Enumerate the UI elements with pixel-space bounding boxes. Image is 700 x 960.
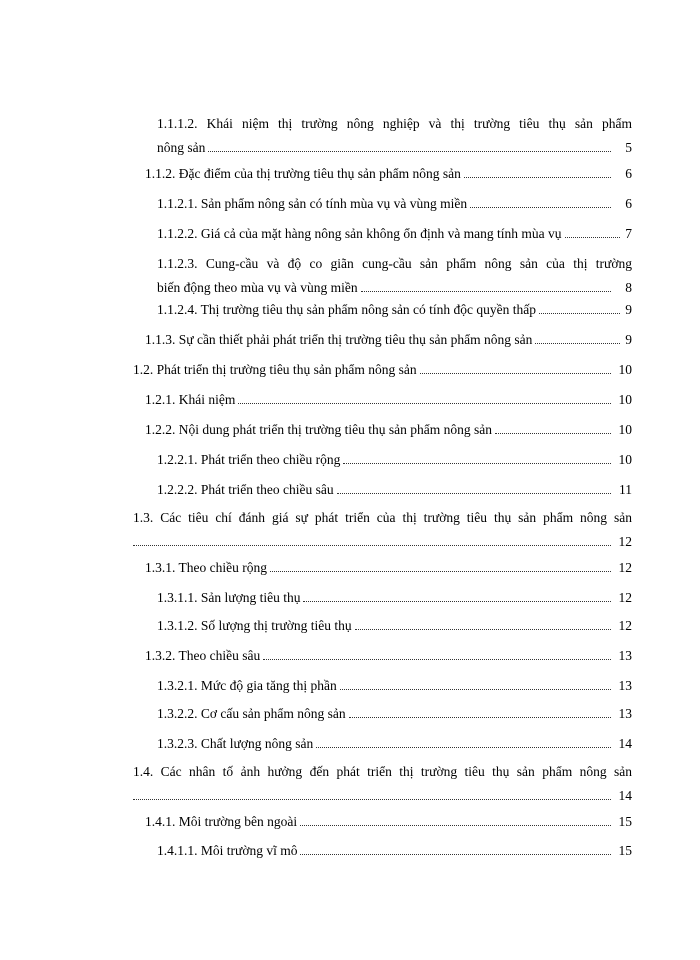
toc-page-number: 6 <box>625 196 632 211</box>
toc-entry <box>157 843 632 861</box>
toc-page-number: 9 <box>625 332 632 347</box>
toc-entry-text: nông sản <box>157 140 206 155</box>
toc-entry <box>133 362 632 380</box>
dot-leader <box>340 688 611 690</box>
toc-entry <box>157 706 632 724</box>
toc-page-number: 13 <box>618 706 632 721</box>
toc-entry <box>145 392 632 410</box>
toc-entry-text: 1.2. Phát triển thị trường tiêu thụ sản phẩm nông sản <box>133 362 417 377</box>
toc-entry <box>157 678 632 696</box>
toc-entry-text: 1.4.1.1. Môi trường vĩ mô <box>157 843 298 858</box>
toc-entry <box>145 560 632 578</box>
toc-page-number: 5 <box>625 140 632 155</box>
toc-entry <box>157 116 632 158</box>
dot-leader <box>343 462 611 464</box>
toc-entry-text: 1.3.2.3. Chất lượng nông sản <box>157 736 314 751</box>
toc-entry-text: 1.4. Các nhân tố ảnh hưởng đến phát triển thị trường tiêu thụ sản phẩm nông sản <box>133 764 632 779</box>
toc-page-number: 11 <box>619 482 632 497</box>
dot-leader <box>470 206 611 208</box>
toc-entry-text: 1.4.1. Môi trường bên ngoài <box>145 814 298 829</box>
dot-leader <box>270 570 611 572</box>
toc-page-number: 12 <box>618 590 632 605</box>
toc-entry <box>145 422 632 440</box>
toc-entry <box>157 196 632 214</box>
toc-entry-text: 1.1.2.2. Giá cả của mặt hàng nông sản không ổn định và mang tính mùa vụ <box>157 226 562 241</box>
dot-leader <box>349 716 611 718</box>
dot-leader <box>420 372 611 374</box>
toc-page-number: 9 <box>625 302 632 317</box>
toc-entry <box>157 590 632 608</box>
toc-entry-text: 1.2.2.2. Phát triển theo chiều sâu <box>157 482 334 497</box>
dot-leader <box>133 544 611 546</box>
toc-entry-text: 1.3. Các tiêu chí đánh giá sự phát triển của thị trường tiêu thụ sản phẩm nông sản <box>133 510 632 525</box>
dot-leader <box>303 600 611 602</box>
toc-entry <box>157 226 632 244</box>
dot-leader <box>535 342 620 344</box>
toc-entry-text: 1.1.3. Sự cần thiết phải phát triển thị trường tiêu thụ sản phẩm nông sản <box>145 332 533 347</box>
toc-entry <box>145 166 632 184</box>
dot-leader <box>263 658 611 660</box>
dot-leader <box>355 628 611 630</box>
toc-entry-text: 1.2.2. Nội dung phát triển thị trường tiêu thụ sản phẩm nông sản <box>145 422 493 437</box>
toc-entry-text: 1.2.2.1. Phát triển theo chiều rộng <box>157 452 341 467</box>
toc-page-number: 10 <box>618 392 632 407</box>
toc-entry <box>133 510 632 552</box>
dot-leader <box>464 176 611 178</box>
toc-page-number: 14 <box>618 736 632 751</box>
toc-entry-text: 1.3.1.1. Sản lượng tiêu thụ <box>157 590 301 605</box>
toc-entry <box>145 814 632 832</box>
dot-leader <box>337 492 611 494</box>
toc-page-number: 12 <box>618 560 632 575</box>
toc-page-number: 13 <box>618 648 632 663</box>
toc-entry <box>157 736 632 754</box>
toc-entry-text: 1.1.2.3. Cung-cầu và độ co giãn cung-cầu sản phẩm nông sản của thị trường <box>157 256 632 271</box>
toc-page-number: 6 <box>625 166 632 181</box>
toc-entry-text: 1.3.2.1. Mức độ gia tăng thị phần <box>157 678 337 693</box>
toc-entry <box>157 452 632 470</box>
toc-entry <box>157 302 632 320</box>
toc-entry-text: 1.1.2.4. Thị trường tiêu thụ sản phẩm nông sản có tính độc quyền thấp <box>157 302 537 317</box>
toc-entry-text: 1.1.2. Đặc điểm của thị trường tiêu thụ sản phẩm nông sản <box>145 166 461 181</box>
toc-page-number: 15 <box>618 843 632 858</box>
dot-leader <box>361 290 611 292</box>
toc-page-number: 10 <box>618 422 632 437</box>
toc-entry-text: 1.3.1.2. Số lượng thị trường tiêu thụ <box>157 618 352 633</box>
dot-leader <box>133 798 611 800</box>
toc-page-number: 10 <box>618 452 632 467</box>
toc-entry-text: 1.3.2.2. Cơ cấu sản phẩm nông sản <box>157 706 346 721</box>
toc-page-number: 7 <box>625 226 632 241</box>
toc-entry-text: 1.3.1. Theo chiều rộng <box>145 560 267 575</box>
toc-entry <box>157 482 632 500</box>
dot-leader <box>208 150 611 152</box>
toc-entry-text: 1.3.2. Theo chiều sâu <box>145 648 261 663</box>
toc-entry-text: 1.1.2.1. Sản phẩm nông sản có tính mùa vụ và vùng miền <box>157 196 468 211</box>
toc-page-number: 12 <box>618 618 632 633</box>
toc-entry <box>157 618 632 636</box>
toc-page-number: 14 <box>618 788 632 803</box>
dot-leader <box>316 746 611 748</box>
dot-leader <box>238 402 611 404</box>
toc-page-number: 10 <box>618 362 632 377</box>
toc-entry-text: 1.1.1.2. Khái niệm thị trường nông nghiệp và thị trường tiêu thụ sản phẩm <box>157 116 632 131</box>
toc-page-number: 15 <box>618 814 632 829</box>
dot-leader <box>565 236 621 238</box>
dot-leader <box>539 312 620 314</box>
dot-leader <box>300 824 611 826</box>
toc-page-number: 8 <box>625 280 632 295</box>
toc-entry <box>133 764 632 806</box>
toc-entry-text: 1.2.1. Khái niệm <box>145 392 236 407</box>
toc-page-number: 12 <box>618 534 632 549</box>
toc-entry <box>145 332 632 350</box>
toc-entry <box>157 256 632 298</box>
toc-entry <box>145 648 632 666</box>
toc-entry-text: biến động theo mùa vụ và vùng miền <box>157 280 358 295</box>
dot-leader <box>495 432 611 434</box>
dot-leader <box>300 853 611 855</box>
toc-page-number: 13 <box>618 678 632 693</box>
